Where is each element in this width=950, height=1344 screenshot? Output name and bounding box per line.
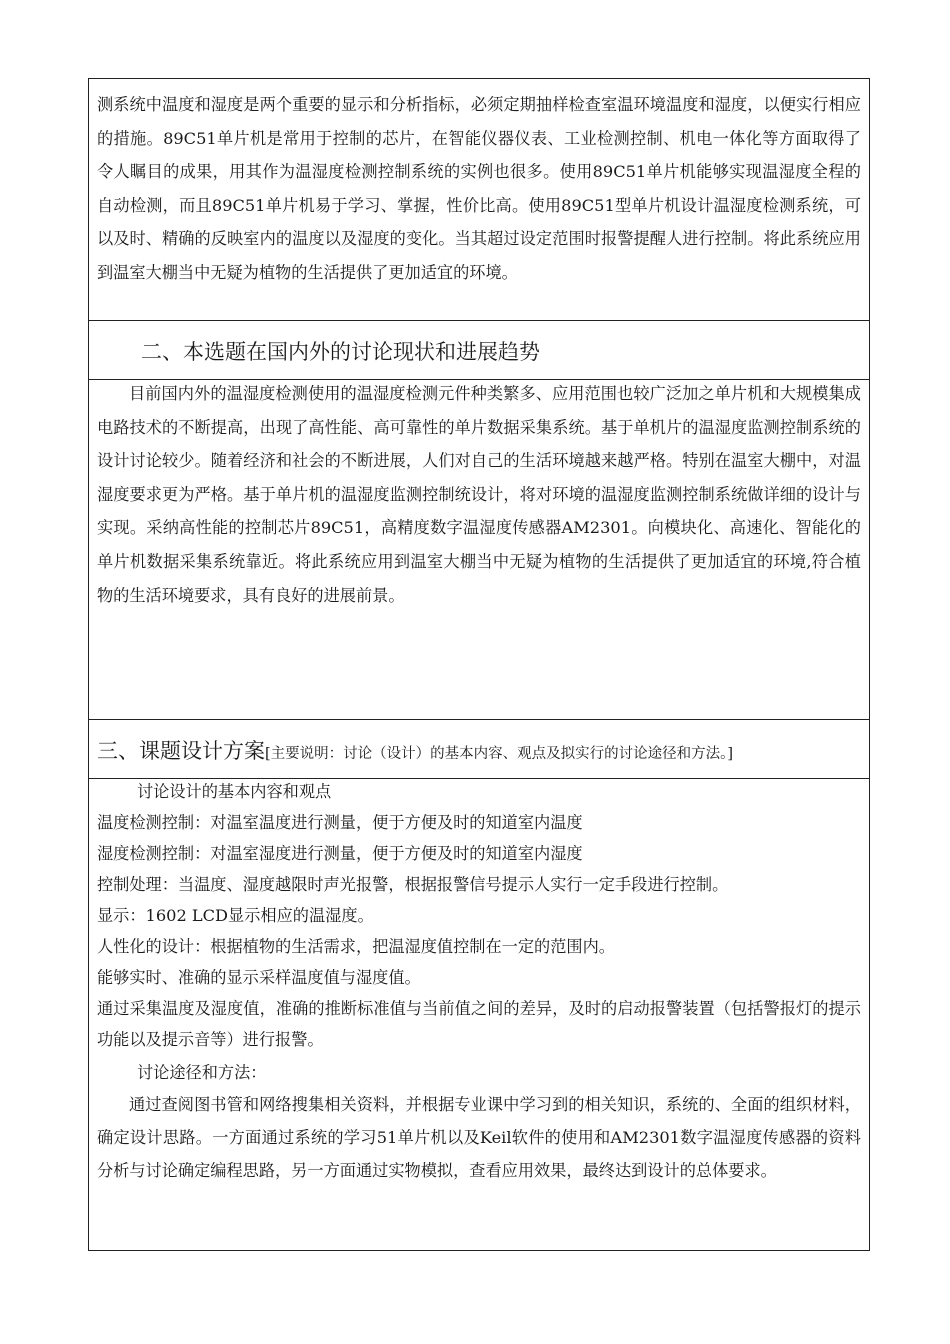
section2-body xyxy=(89,377,869,612)
divider xyxy=(89,320,869,321)
content-line: 控制处理：当温度、湿度越限时声光报警，根据报警信号提示人实行一定手段进行控制。 xyxy=(97,875,729,894)
content-line: 能够实时、准确的显示采样温度值与湿度值。 xyxy=(97,968,421,987)
content-line: 显示：1602 LCD显示相应的温湿度。 xyxy=(97,906,374,925)
section3-note: [主要说明：讨论（设计）的基本内容、观点及拟实行的讨论途径和方法。] xyxy=(265,746,734,762)
section2-paragraph: 目前国内外的温湿度检测使用的温湿度检测元件种类繁多、应用范围也较广泛加之单片机和大规模集成电路技术的不断提高，出现了高性能、高可靠性的单片数据采集系统。基于单机片的温湿度监测控制系统的设计讨论较少。随着经济和社会的不断进展，人们对自己的生活环境越来越严格。特别在温室大棚中，对温湿度要求更为严格。基于单片机的温湿度监测控制统设计，将对环境的温湿度监测控制系统做详细的设计与实现。采纳高性能的控制芯片89C51，高精度数字温湿度传感器AM2301。向模块化、高速化、智能化的单片机数据采集系统靠近。将此系统应用到温室大棚当中无疑为植物的生活提供了更加适宜的环境,符合植物的生活环境要求，具有良好的进展前景。 xyxy=(97,384,861,605)
intro-section xyxy=(89,88,869,290)
proposal-table xyxy=(88,78,870,1251)
section3-heading: 三、课题设计方案 xyxy=(97,739,265,763)
method-title: 讨论途径和方法： xyxy=(137,1063,267,1082)
section2-heading-cell xyxy=(89,337,869,367)
section3-body xyxy=(89,776,869,1187)
content-line: 温度检测控制：对温室温度进行测量，便于方便及时的知道室内温度 xyxy=(97,813,583,832)
content-line: 湿度检测控制：对温室湿度进行测量，便于方便及时的知道室内湿度 xyxy=(97,844,583,863)
content-title: 讨论设计的基本内容和观点 xyxy=(137,782,332,801)
method-paragraph: 通过查阅图书管和网络搜集相关资料，并根据专业课中学习到的相关知识，系统的、全面的组织材料，确定设计思路。一方面通过系统的学习51单片机以及Keil软件的使用和AM2301数字温湿度传感器的资料分析与讨论确定编程思路，另一方面通过实物模拟，查看应用效果，最终达到设计的总体要求。 xyxy=(97,1095,861,1180)
section2-heading: 二、本选题在国内外的讨论现状和进展趋势 xyxy=(141,340,540,364)
section3-heading-cell xyxy=(89,736,869,769)
divider xyxy=(89,719,869,720)
alarm-paragraph: 通过采集温度及湿度值，准确的推断标准值与当前值之间的差异，及时的启动报警装置（包括警报灯的提示功能以及提示音等）进行报警。 xyxy=(97,999,861,1049)
intro-paragraph: 测系统中温度和湿度是两个重要的显示和分析指标，必须定期抽样检查室温环境温度和湿度，以便实行相应的措施。89C51单片机是常用于控制的芯片，在智能仪器仪表、工业检测控制、机电一体化等方面取得了令人瞩目的成果，用其作为温湿度检测控制系统的实例也很多。使用89C51单片机能够实现温湿度全程的自动检测，而且89C51单片机易于学习、掌握，性价比高。使用89C51型单片机设计温湿度检测系统，可以及时、精确的反映室内的温度以及湿度的变化。当其超过设定范围时报警提醒人进行控制。将此系统应用到温室大棚当中无疑为植物的生活提供了更加适宜的环境。 xyxy=(97,95,861,282)
content-line: 人性化的设计：根据植物的生活需求，把温湿度值控制在一定的范围内。 xyxy=(97,937,615,956)
